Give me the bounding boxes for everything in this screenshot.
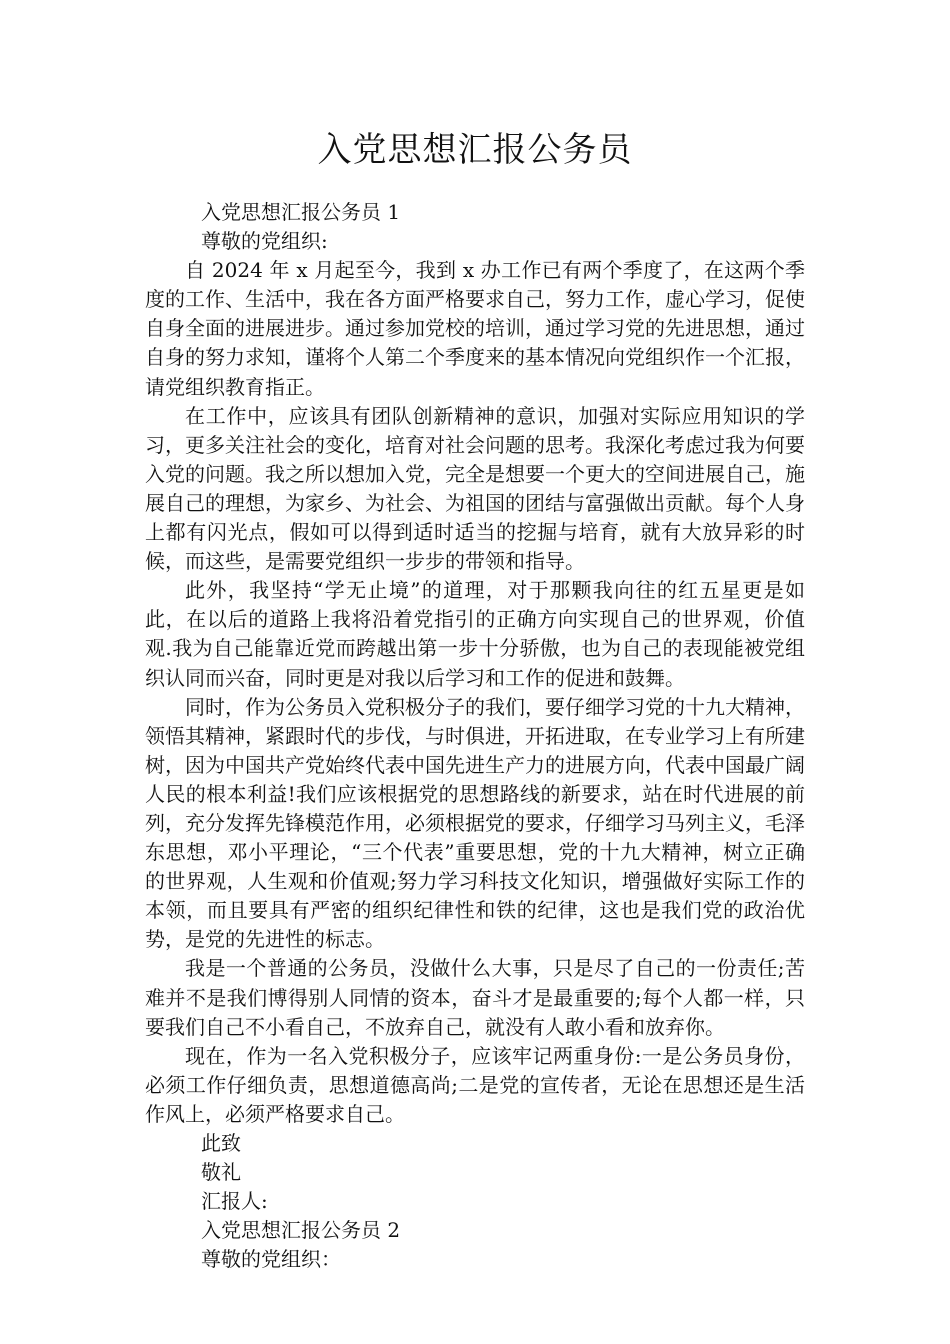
paragraph: 自 2024 年 x 月起至今，我到 x 办工作已有两个季度了，在这两个季度的工作、生活中，我在各方面严格要求自己，努力工作，虚心学习，促使自身全面的进展进步。通过参加党校的培训，通过学习党的先进思想，通过自身的努力求知，谨将个人第二个季度来的基本情况向党组织作一个汇报，请党组织教育指正。 (145, 258, 805, 399)
salutation: 尊敬的党组织: (201, 229, 328, 254)
section-heading: 入党思想汇报公务员 1 (201, 200, 401, 224)
paragraph: 同时，作为公务员入党积极分子的我们，要仔细学习党的十九大精神，领悟其精神，紧跟时代的步伐，与时俱进，开拓进取，在专业学习上有所建树，因为中国共产党始终代表中国先进生产力的进展方向，代表中国最广阔人民的根本利益!我们应该根据党的思想路线的新要求，站在时代进展的前列，充分发挥先锋模范作用，必须根据党的要求，仔细学习马列主义，毛泽东思想，邓小平理论，“三个代表”重要思想，党的十九大精神，树立正确的世界观，人生观和价值观;努力学习科技文化知识，增强做好实际工作的本领，而且要具有严密的组织纪律性和铁的纪律，这也是我们党的政治优势，是党的先进性的标志。 (145, 694, 805, 952)
salutation: 尊敬的党组织： (201, 1247, 341, 1272)
closing-line: 此致 (201, 1131, 241, 1155)
paragraph: 此外，我坚持“学无止境”的道理，对于那颗我向往的红五星更是如此，在以后的道路上我将沿着党指引的正确方向实现自己的世界观，价值观.我为自己能靠近党而跨越出第一步十分骄傲，也为自己的表现能被党组织认同而兴奋，同时更是对我以后学习和工作的促进和鼓舞。 (145, 578, 805, 690)
paragraph: 我是一个普通的公务员，没做什么大事，只是尽了自己的一份责任;苦难并不是我们博得别人同情的资本，奋斗才是最重要的;每个人都一样，只要我们自己不小看自己，不放弃自己，就没有人敢小看和放弃你。 (145, 956, 805, 1039)
document-title: 入党思想汇报公务员 (317, 130, 633, 170)
paragraph: 现在，作为一名入党积极分子，应该牢记两重身份:一是公务员身份，必须工作仔细负责，思想道德高尚;二是党的宣传者，无论在思想还是生活作风上，必须严格要求自己。 (145, 1043, 805, 1126)
document-body (145, 198, 805, 1274)
reporter-line: 汇报人: (201, 1189, 268, 1214)
section-heading: 入党思想汇报公务员 2 (201, 1218, 401, 1243)
paragraph: 在工作中，应该具有团队创新精神的意识，加强对实际应用知识的学习，更多关注社会的变化，培育对社会问题的思考。我深化考虑过我为何要入党的问题。我之所以想加入党，完全是想要一个更大的空间进展自己，施展自己的理想，为家乡、为社会、为祖国的团结与富强做出贡献。每个人身上都有闪光点，假如可以得到适时适当的挖掘与培育，就有大放异彩的时候，而这些，是需要党组织一步步的带领和指导。 (145, 403, 805, 574)
closing-line: 敬礼 (201, 1160, 241, 1185)
